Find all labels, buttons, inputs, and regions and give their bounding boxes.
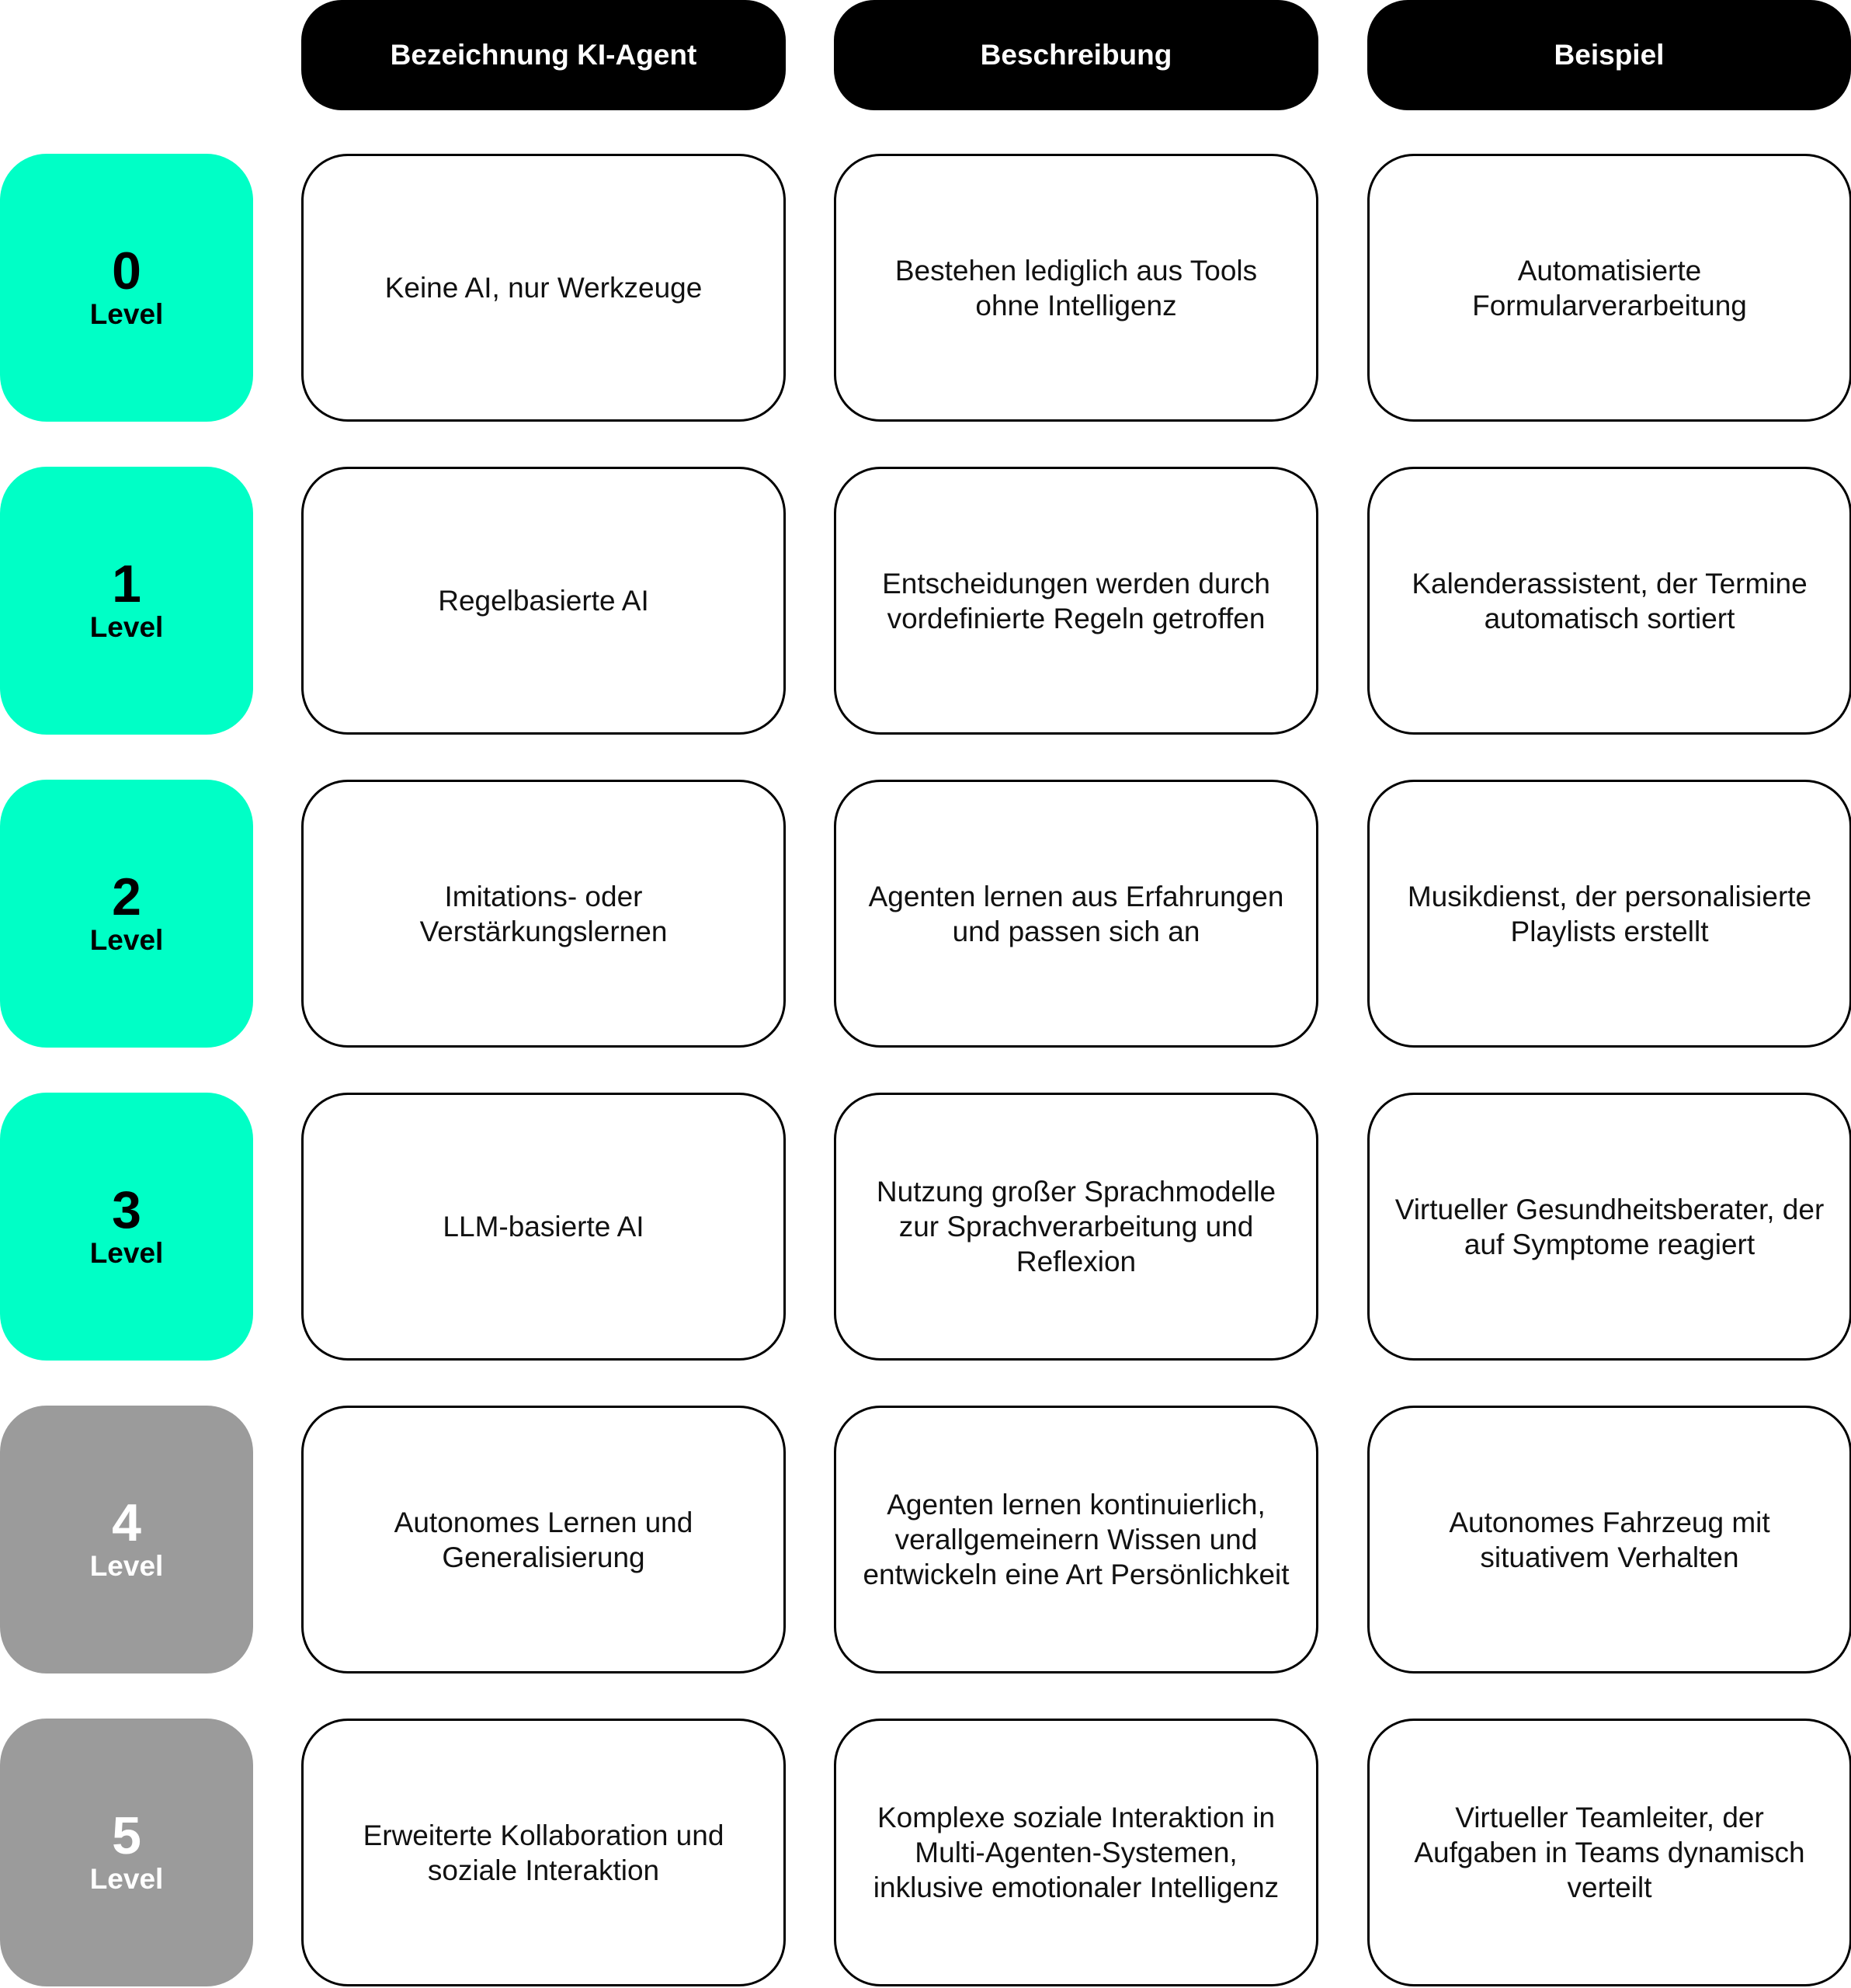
example-cell: [1367, 1406, 1851, 1673]
level-label: Level: [89, 1550, 164, 1583]
agent-name-cell: [301, 1719, 786, 1986]
agent-name-text: Regelbasierte AI: [438, 585, 649, 617]
example-text: Autonomes Fahrzeug mit situativem Verhalten: [1449, 1506, 1770, 1573]
level-badge-1: [0, 467, 253, 735]
agent-name-text: LLM-basierte AI: [443, 1211, 644, 1242]
description-cell: [834, 1719, 1318, 1986]
example-text: Kalenderassistent, der Termine automatisch sortiert: [1412, 567, 1808, 634]
level-badge-5: [0, 1719, 253, 1986]
level-number: 5: [112, 1806, 141, 1866]
example-cell: [1367, 467, 1851, 735]
example-cell: [1367, 1719, 1851, 1986]
description-cell: [834, 780, 1318, 1048]
agent-name-text: Autonomes Lernen und Generalisierung: [394, 1506, 693, 1573]
level-number: 0: [112, 242, 141, 301]
description-cell: [834, 1093, 1318, 1361]
example-text: Musikdienst, der personalisierte Playlists erstellt: [1407, 880, 1812, 947]
level-number: 1: [112, 554, 141, 614]
level-badge-4: [0, 1406, 253, 1673]
example-cell: [1367, 1093, 1851, 1361]
level-number: 4: [112, 1493, 141, 1553]
agent-name-text: Keine AI, nur Werkzeuge: [384, 272, 703, 304]
header-example: Beispiel: [1367, 0, 1851, 110]
level-number: 2: [112, 867, 141, 927]
level-label: Level: [89, 298, 164, 331]
agent-name-text: Erweiterte Kollaboration und soziale Interaktion: [363, 1819, 724, 1886]
example-text: Virtueller Teamleiter, der Aufgaben in Teams dynamisch verteilt: [1414, 1802, 1805, 1903]
agent-name-cell: [301, 154, 786, 422]
level-label: Level: [89, 611, 164, 644]
header-name: Bezeichnung KI-Agent: [301, 0, 786, 110]
description-text: Agenten lernen kontinuierlich, verallgemeinern Wissen und entwickeln eine Art Persönlichkeit: [863, 1489, 1290, 1590]
level-number: 3: [112, 1180, 141, 1240]
description-text: Agenten lernen aus Erfahrungen und passen sich an: [868, 880, 1284, 947]
description-cell: [834, 154, 1318, 422]
level-label: Level: [89, 924, 164, 957]
level-badge-0: [0, 154, 253, 422]
agent-name-cell: [301, 1093, 786, 1361]
description-cell: [834, 1406, 1318, 1673]
description-text: Entscheidungen werden durch vordefinierte Regeln getroffen: [882, 567, 1270, 634]
description-text: Komplexe soziale Interaktion in Multi-Agenten-Systemen, inklusive emotionaler Intelligenz: [873, 1802, 1280, 1903]
header-description: Beschreibung: [834, 0, 1318, 110]
description-text: Nutzung großer Sprachmodelle zur Sprachverarbeitung und Reflexion: [876, 1176, 1276, 1277]
description-cell: [834, 467, 1318, 735]
description-text: Bestehen lediglich aus Tools ohne Intelligenz: [894, 254, 1258, 321]
agent-name-cell: [301, 467, 786, 735]
level-badge-3: [0, 1093, 253, 1361]
example-cell: [1367, 154, 1851, 422]
example-text: Automatisierte Formularverarbeitung: [1472, 254, 1747, 321]
level-badge-2: [0, 780, 253, 1048]
level-label: Level: [89, 1237, 164, 1270]
agent-name-cell: [301, 780, 786, 1048]
example-cell: [1367, 780, 1851, 1048]
agent-name-cell: [301, 1406, 786, 1673]
level-label: Level: [89, 1863, 164, 1896]
example-text: Virtueller Gesundheitsberater, der auf Symptome reagiert: [1394, 1193, 1825, 1260]
agent-name-text: Imitations- oder Verstärkungslernen: [419, 880, 668, 947]
